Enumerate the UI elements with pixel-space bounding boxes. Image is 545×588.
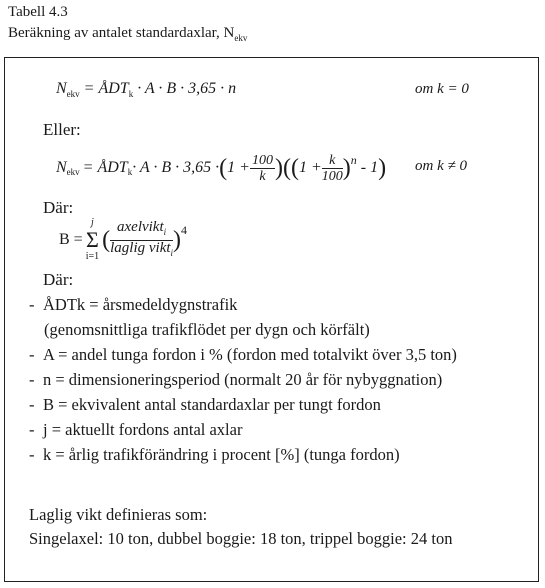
formula-1 [56,80,236,98]
note-line-1: Laglig vikt definieras som: [29,505,208,524]
paren-open-3: ( [102,226,111,253]
definition-item [29,417,457,442]
formula-2-lhs-sub: ekv [66,167,80,177]
dash: - [29,420,35,439]
dash: - [29,345,35,364]
formula-2-rhs-sub: k [127,167,133,177]
formula-1-rhs-end: · A · B · 3,65 · n [133,80,237,97]
formula-3-lhs: B = [59,231,83,248]
formula-2-condition: om k ≠ 0 [415,158,467,174]
definition-text: k = årlig trafikförändring i procent [%] (tunga fordon) [43,445,400,464]
formula-1-condition: om k = 0 [415,81,469,97]
paren-close-1: ) [274,154,283,181]
fraction-3-numerator: axelvikt [117,218,164,235]
definition-item [29,367,457,392]
eller-label: Eller: [43,120,81,139]
table-title-text: Beräkning av antalet standardaxlar, N [8,25,235,41]
sum-lower-limit: i=1 [85,251,100,262]
table-title [8,24,247,47]
formula-3-exponent: 4 [181,222,188,237]
dash: - [29,295,35,314]
dash: - [29,395,35,414]
table-title-subscript: ekv [234,33,248,43]
formula-2-exponent: n [350,152,357,167]
formula-3-fraction [110,220,173,261]
paren-open-2: (( [282,154,299,181]
dar-label-2: Där: [43,270,74,289]
definition-item [29,292,457,317]
paren-close-2: ) [342,154,351,181]
formula-2-tail: - 1 [360,159,379,176]
paren-close-4: ) [173,226,182,253]
definition-item [29,392,457,417]
formula-box [4,57,539,582]
dash: - [29,445,35,464]
fraction-3-denominator: laglig vikt [110,239,171,256]
formula-2-lhs: N [56,159,67,176]
definition-text: ÅDTk = årsmedeldygnstrafik [43,295,238,314]
formula-1-rhs-start: = ÅDT [83,80,129,97]
definition-text: n = dimensioneringsperiod (normalt 20 år för nybyggnation) [43,370,443,389]
formula-1-lhs-sub: ekv [66,89,80,99]
formula-2-fraction-1 [250,153,275,184]
numerator-index: i [163,226,167,237]
sum-upper-limit: j [91,217,94,228]
formula-3 [59,215,187,265]
formula-1-rhs-sub: k [128,89,134,99]
definition-item [29,442,457,467]
definitions-list [29,292,457,467]
fraction-1-numerator: 100 [251,152,273,168]
definition-continuation-text: (genomsnittliga trafikflödet per dygn och körfält) [44,320,370,339]
definition-text: A = andel tunga fordon i % (fordon med totalvikt över 3,5 ton) [43,345,457,364]
note-line-2: Singelaxel: 10 ton, dubbel boggie: 18 ton, trippel boggie: 24 ton [29,529,453,548]
fraction-2-denominator: 100 [321,168,343,184]
summation [86,217,99,263]
denominator-index: i [170,247,174,258]
definition-continuation [29,317,457,342]
formula-2-fraction-2 [322,153,343,184]
dar-label-1: Där: [43,198,74,217]
table-number: Tabell 4.3 [8,4,68,20]
formula-2-rhs-start: = ÅDT [82,159,128,176]
formula-2: N $_{ekv}$ = ÅDT $_k$ · A · B · 3,65 · ( 1 + $\frac{100}{k}$ ) (( 1 + $\frac{k}{100}$ ) $^n$ - 1 ) [56,152,387,184]
definition-text: B = ekvivalent antal standardaxlar per tungt fordon [43,395,381,414]
definition-item [29,342,457,367]
paren-close-3: ) [378,154,387,181]
fraction-1-denominator: k [259,168,266,184]
sigma-icon: Σ [86,227,99,252]
dash: - [29,370,35,389]
definition-text: j = aktuellt fordons antal axlar [43,420,243,439]
fraction-2-numerator: k [322,153,343,169]
paren-open-1: ( [219,154,228,181]
formula-2-rhs-mid: · A · B · 3,65 · [132,159,220,176]
formula-1-lhs: N [56,80,67,97]
